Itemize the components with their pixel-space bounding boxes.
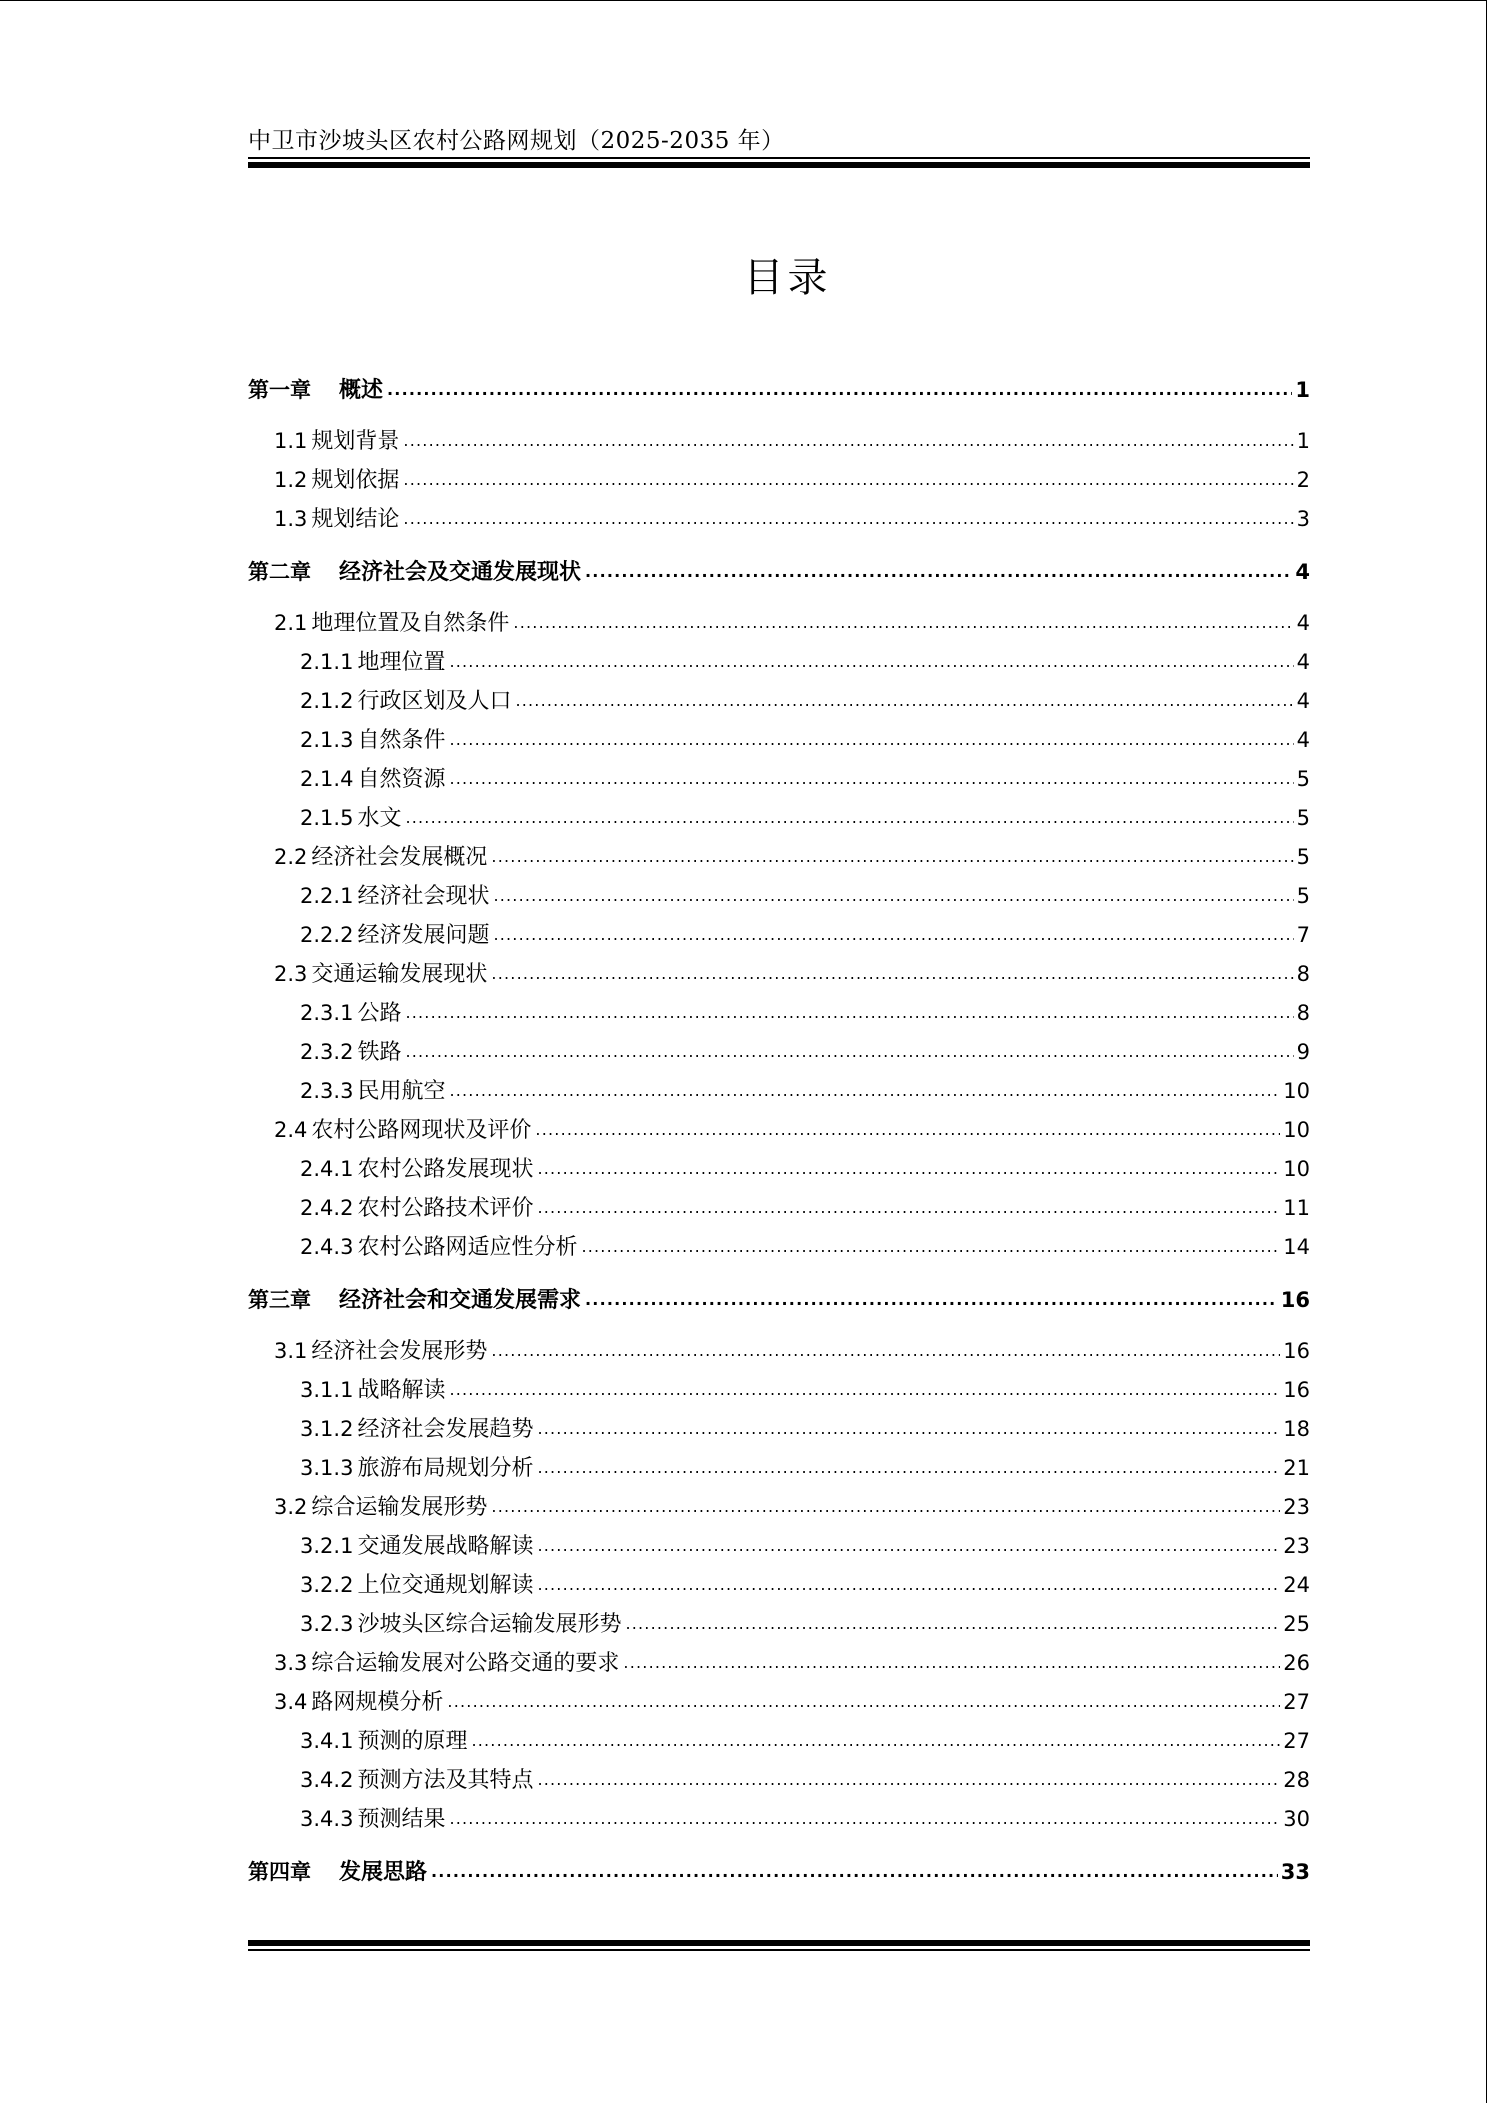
toc-entry-title: 自然资源 [357,767,446,792]
dot-leader [403,433,1293,456]
toc-entry-page: 28 [1283,1768,1310,1792]
dot-leader [449,771,1293,794]
dot-leader [493,888,1293,911]
toc-entry-title: 行政区划及人口 [357,689,512,714]
toc-entry[interactable] [274,1685,1310,1717]
toc-entry-number: 2.4 [274,1118,308,1142]
toc-entry-page: 16 [1283,1339,1310,1363]
toc-entry-number: 2.3.3 [300,1079,354,1103]
toc-entry[interactable] [300,1230,1310,1262]
toc-entry-number: 2.1.4 [300,767,354,791]
dot-leader [449,654,1293,677]
toc-entry[interactable] [274,606,1310,638]
toc-chapter-entry[interactable] [248,1283,1310,1315]
toc-entry-number: 2.3.1 [300,1001,354,1025]
dot-leader [491,1343,1280,1366]
toc-entry[interactable] [274,1113,1310,1145]
toc-entry-page: 4 [1296,650,1310,674]
dot-leader [515,693,1293,716]
toc-entry-page: 16 [1283,1378,1310,1402]
dot-leader [537,1577,1280,1600]
toc-entry-number: 2.3 [274,962,308,986]
toc-entry-title: 经济社会发展形势 [311,1339,488,1364]
toc-entry-title: 农村公路发展现状 [357,1157,534,1182]
toc-chapter-entry[interactable] [248,555,1310,587]
toc-entry-number: 3.2 [274,1495,308,1519]
toc-entry-number: 1.1 [274,429,308,453]
toc-entry[interactable] [274,1490,1310,1522]
toc-entry[interactable] [274,424,1310,456]
toc-entry-number: 3.4.3 [300,1807,354,1831]
toc-entry-title: 农村公路技术评价 [357,1196,534,1221]
toc-entry[interactable] [300,645,1310,677]
toc-entry-number: 3.1.3 [300,1456,354,1480]
dot-leader [535,1122,1280,1145]
dot-leader [537,1538,1280,1561]
toc-entry[interactable] [300,762,1310,794]
header-rule [248,157,1310,168]
dot-leader [491,1499,1280,1522]
toc-entry-title: 水文 [357,806,402,831]
dot-leader [537,1772,1280,1795]
toc-entry-page: 8 [1296,1001,1310,1025]
toc-entry[interactable] [274,840,1310,872]
toc-entry-page: 21 [1283,1456,1310,1480]
toc-entry-number: 2.1.2 [300,689,354,713]
toc-entry-title: 预测方法及其特点 [357,1768,534,1793]
toc-entry-number: 3.3 [274,1651,308,1675]
toc-entry-number: 3.1.1 [300,1378,354,1402]
toc-entry-title: 经济社会及交通发展现状 [339,560,582,585]
toc-entry-title: 发展思路 [339,1860,428,1885]
toc-title: 目录 [743,255,832,301]
toc-entry-page: 26 [1283,1651,1310,1675]
dot-leader [471,1733,1280,1756]
toc-entry-page: 1 [1296,429,1310,453]
toc-entry-title: 农村公路网现状及评价 [311,1118,532,1143]
dot-leader [585,1292,1278,1315]
toc-entry-number: 3.2.1 [300,1534,354,1558]
toc-entry-number: 3.1 [274,1339,308,1363]
dot-leader [623,1655,1280,1678]
toc-entry-page: 8 [1296,962,1310,986]
dot-leader [405,1005,1293,1028]
toc-entry-number: 第三章 [248,1288,311,1312]
toc-entry-page: 27 [1283,1729,1310,1753]
toc-entry-title: 旅游布局规划分析 [357,1456,534,1481]
toc-entry-page: 23 [1283,1495,1310,1519]
toc-entry-title: 规划结论 [311,507,400,532]
toc-entry-title: 概述 [339,378,384,403]
toc-entry-page: 25 [1283,1612,1310,1636]
dot-leader [625,1616,1280,1639]
toc-entry-page: 4 [1296,611,1310,635]
toc-entry-page: 5 [1296,806,1310,830]
toc-entry-page: 5 [1296,845,1310,869]
toc-entry[interactable] [300,1607,1310,1639]
toc-entry-page: 10 [1283,1157,1310,1181]
toc-entry[interactable] [300,1035,1310,1067]
toc-entry[interactable] [300,1074,1310,1106]
dot-leader [449,1083,1280,1106]
toc-entry[interactable] [300,1568,1310,1600]
toc-entry[interactable] [274,1646,1310,1678]
toc-entry[interactable] [300,684,1310,716]
toc-entry-page: 1 [1295,378,1310,402]
toc-entry[interactable] [300,723,1310,755]
dot-leader [537,1460,1280,1483]
toc-entry-page: 23 [1283,1534,1310,1558]
toc-entry-page: 7 [1296,923,1310,947]
toc-entry-number: 2.3.2 [300,1040,354,1064]
dot-leader [403,511,1293,534]
toc-entry-page: 3 [1296,507,1310,531]
toc-entry-number: 3.2.2 [300,1573,354,1597]
toc-entry[interactable] [300,996,1310,1028]
toc-entry[interactable] [300,1802,1310,1834]
toc-entry-title: 上位交通规划解读 [357,1573,534,1598]
toc-entry-page: 18 [1283,1417,1310,1441]
toc-entry-number: 3.1.2 [300,1417,354,1441]
toc-entry[interactable] [300,1724,1310,1756]
dot-leader [405,1044,1293,1067]
toc-entry-title: 公路 [357,1001,402,1026]
toc-entry-number: 2.2.1 [300,884,354,908]
toc-entry-page: 33 [1280,1860,1310,1884]
toc-entry-number: 3.4 [274,1690,308,1714]
toc-entry[interactable] [300,879,1310,911]
toc-entry-title: 地理位置及自然条件 [311,611,510,636]
toc-entry-page: 5 [1296,767,1310,791]
toc-entry-title: 民用航空 [357,1079,446,1104]
toc-entry-number: 2.4.1 [300,1157,354,1181]
toc-chapter-entry[interactable] [248,1855,1310,1887]
toc-entry-page: 16 [1280,1288,1310,1312]
toc-entry-title: 交通发展战略解读 [357,1534,534,1559]
toc-entry[interactable] [300,1152,1310,1184]
toc-entry-number: 2.1.5 [300,806,354,830]
toc-entry-number: 2.4.2 [300,1196,354,1220]
toc-entry[interactable] [300,1412,1310,1444]
footer-rule [248,1940,1310,1951]
toc-entry-title: 预测的原理 [357,1729,468,1754]
dot-leader [537,1161,1280,1184]
toc-entry-page: 4 [1296,728,1310,752]
dot-leader [449,732,1293,755]
toc-entry-page: 4 [1295,560,1310,584]
dot-leader [493,927,1293,950]
toc-entry-page: 30 [1283,1807,1310,1831]
toc-entry-title: 农村公路网适应性分析 [357,1235,578,1260]
toc-entry-number: 2.2.2 [300,923,354,947]
toc-entry-page: 24 [1283,1573,1310,1597]
toc-entry-number: 2.1.3 [300,728,354,752]
toc-entry-title: 战略解读 [357,1378,446,1403]
toc-entry[interactable] [300,801,1310,833]
toc-entry-title: 经济发展问题 [357,923,490,948]
toc-entry-title: 综合运输发展对公路交通的要求 [311,1651,620,1676]
toc-entry[interactable] [300,1191,1310,1223]
toc-entry-page: 5 [1296,884,1310,908]
toc-entry-title: 路网规模分析 [311,1690,444,1715]
toc-entry-number: 第二章 [248,560,311,584]
toc-entry[interactable] [274,1334,1310,1366]
toc-entry[interactable] [300,1763,1310,1795]
toc-entry-page: 10 [1283,1118,1310,1142]
toc-entry-page: 10 [1283,1079,1310,1103]
dot-leader [491,966,1293,989]
dot-leader [403,472,1293,495]
toc-entry[interactable] [274,502,1310,534]
toc-entry-page: 11 [1283,1196,1310,1220]
toc-entry-title: 铁路 [357,1040,402,1065]
toc-entry-title: 自然条件 [357,728,446,753]
toc-entry-page: 2 [1296,468,1310,492]
dot-leader [387,382,1292,405]
toc-entry-page: 27 [1283,1690,1310,1714]
toc-entry-number: 2.4.3 [300,1235,354,1259]
toc-entry-title: 规划依据 [311,468,400,493]
toc-entry-page: 9 [1296,1040,1310,1064]
toc-entry-number: 第四章 [248,1860,311,1884]
toc-entry-number: 1.2 [274,468,308,492]
toc-entry-number: 1.3 [274,507,308,531]
toc-entry-title: 经济社会和交通发展需求 [339,1288,582,1313]
toc-entry-number: 第一章 [248,378,311,402]
dot-leader [581,1239,1280,1262]
toc-entry-title: 经济社会发展趋势 [357,1417,534,1442]
toc-entry[interactable] [300,1529,1310,1561]
toc-entry[interactable] [300,918,1310,950]
toc-entry[interactable] [300,1451,1310,1483]
dot-leader [405,810,1293,833]
toc-entry[interactable] [300,1373,1310,1405]
running-header: 中卫市沙坡头区农村公路网规划（2025-2035 年） [248,128,785,154]
dot-leader [491,849,1293,872]
dot-leader [537,1421,1280,1444]
toc-chapter-entry[interactable] [248,373,1310,405]
toc-entry-title: 地理位置 [357,650,446,675]
dot-leader [447,1694,1280,1717]
toc-entry-number: 2.2 [274,845,308,869]
toc-entry-title: 综合运输发展形势 [311,1495,488,1520]
toc-entry[interactable] [274,957,1310,989]
toc-entry-title: 经济社会现状 [357,884,490,909]
dot-leader [585,564,1292,587]
toc-entry[interactable] [274,463,1310,495]
toc-entry-number: 3.4.1 [300,1729,354,1753]
toc-entry-title: 沙坡头区综合运输发展形势 [357,1612,622,1637]
dot-leader [513,615,1293,638]
dot-leader [431,1864,1278,1887]
toc-entry-number: 3.4.2 [300,1768,354,1792]
toc-entry-page: 14 [1283,1235,1310,1259]
dot-leader [537,1200,1280,1223]
dot-leader [449,1382,1280,1405]
toc-entry-number: 2.1 [274,611,308,635]
toc-entry-title: 预测结果 [357,1807,446,1832]
toc-entry-page: 4 [1296,689,1310,713]
toc-entry-title: 交通运输发展现状 [311,962,488,987]
toc-entry-number: 2.1.1 [300,650,354,674]
dot-leader [449,1811,1280,1834]
toc-entry-title: 规划背景 [311,429,400,454]
toc-entry-number: 3.2.3 [300,1612,354,1636]
toc-entry-title: 经济社会发展概况 [311,845,488,870]
